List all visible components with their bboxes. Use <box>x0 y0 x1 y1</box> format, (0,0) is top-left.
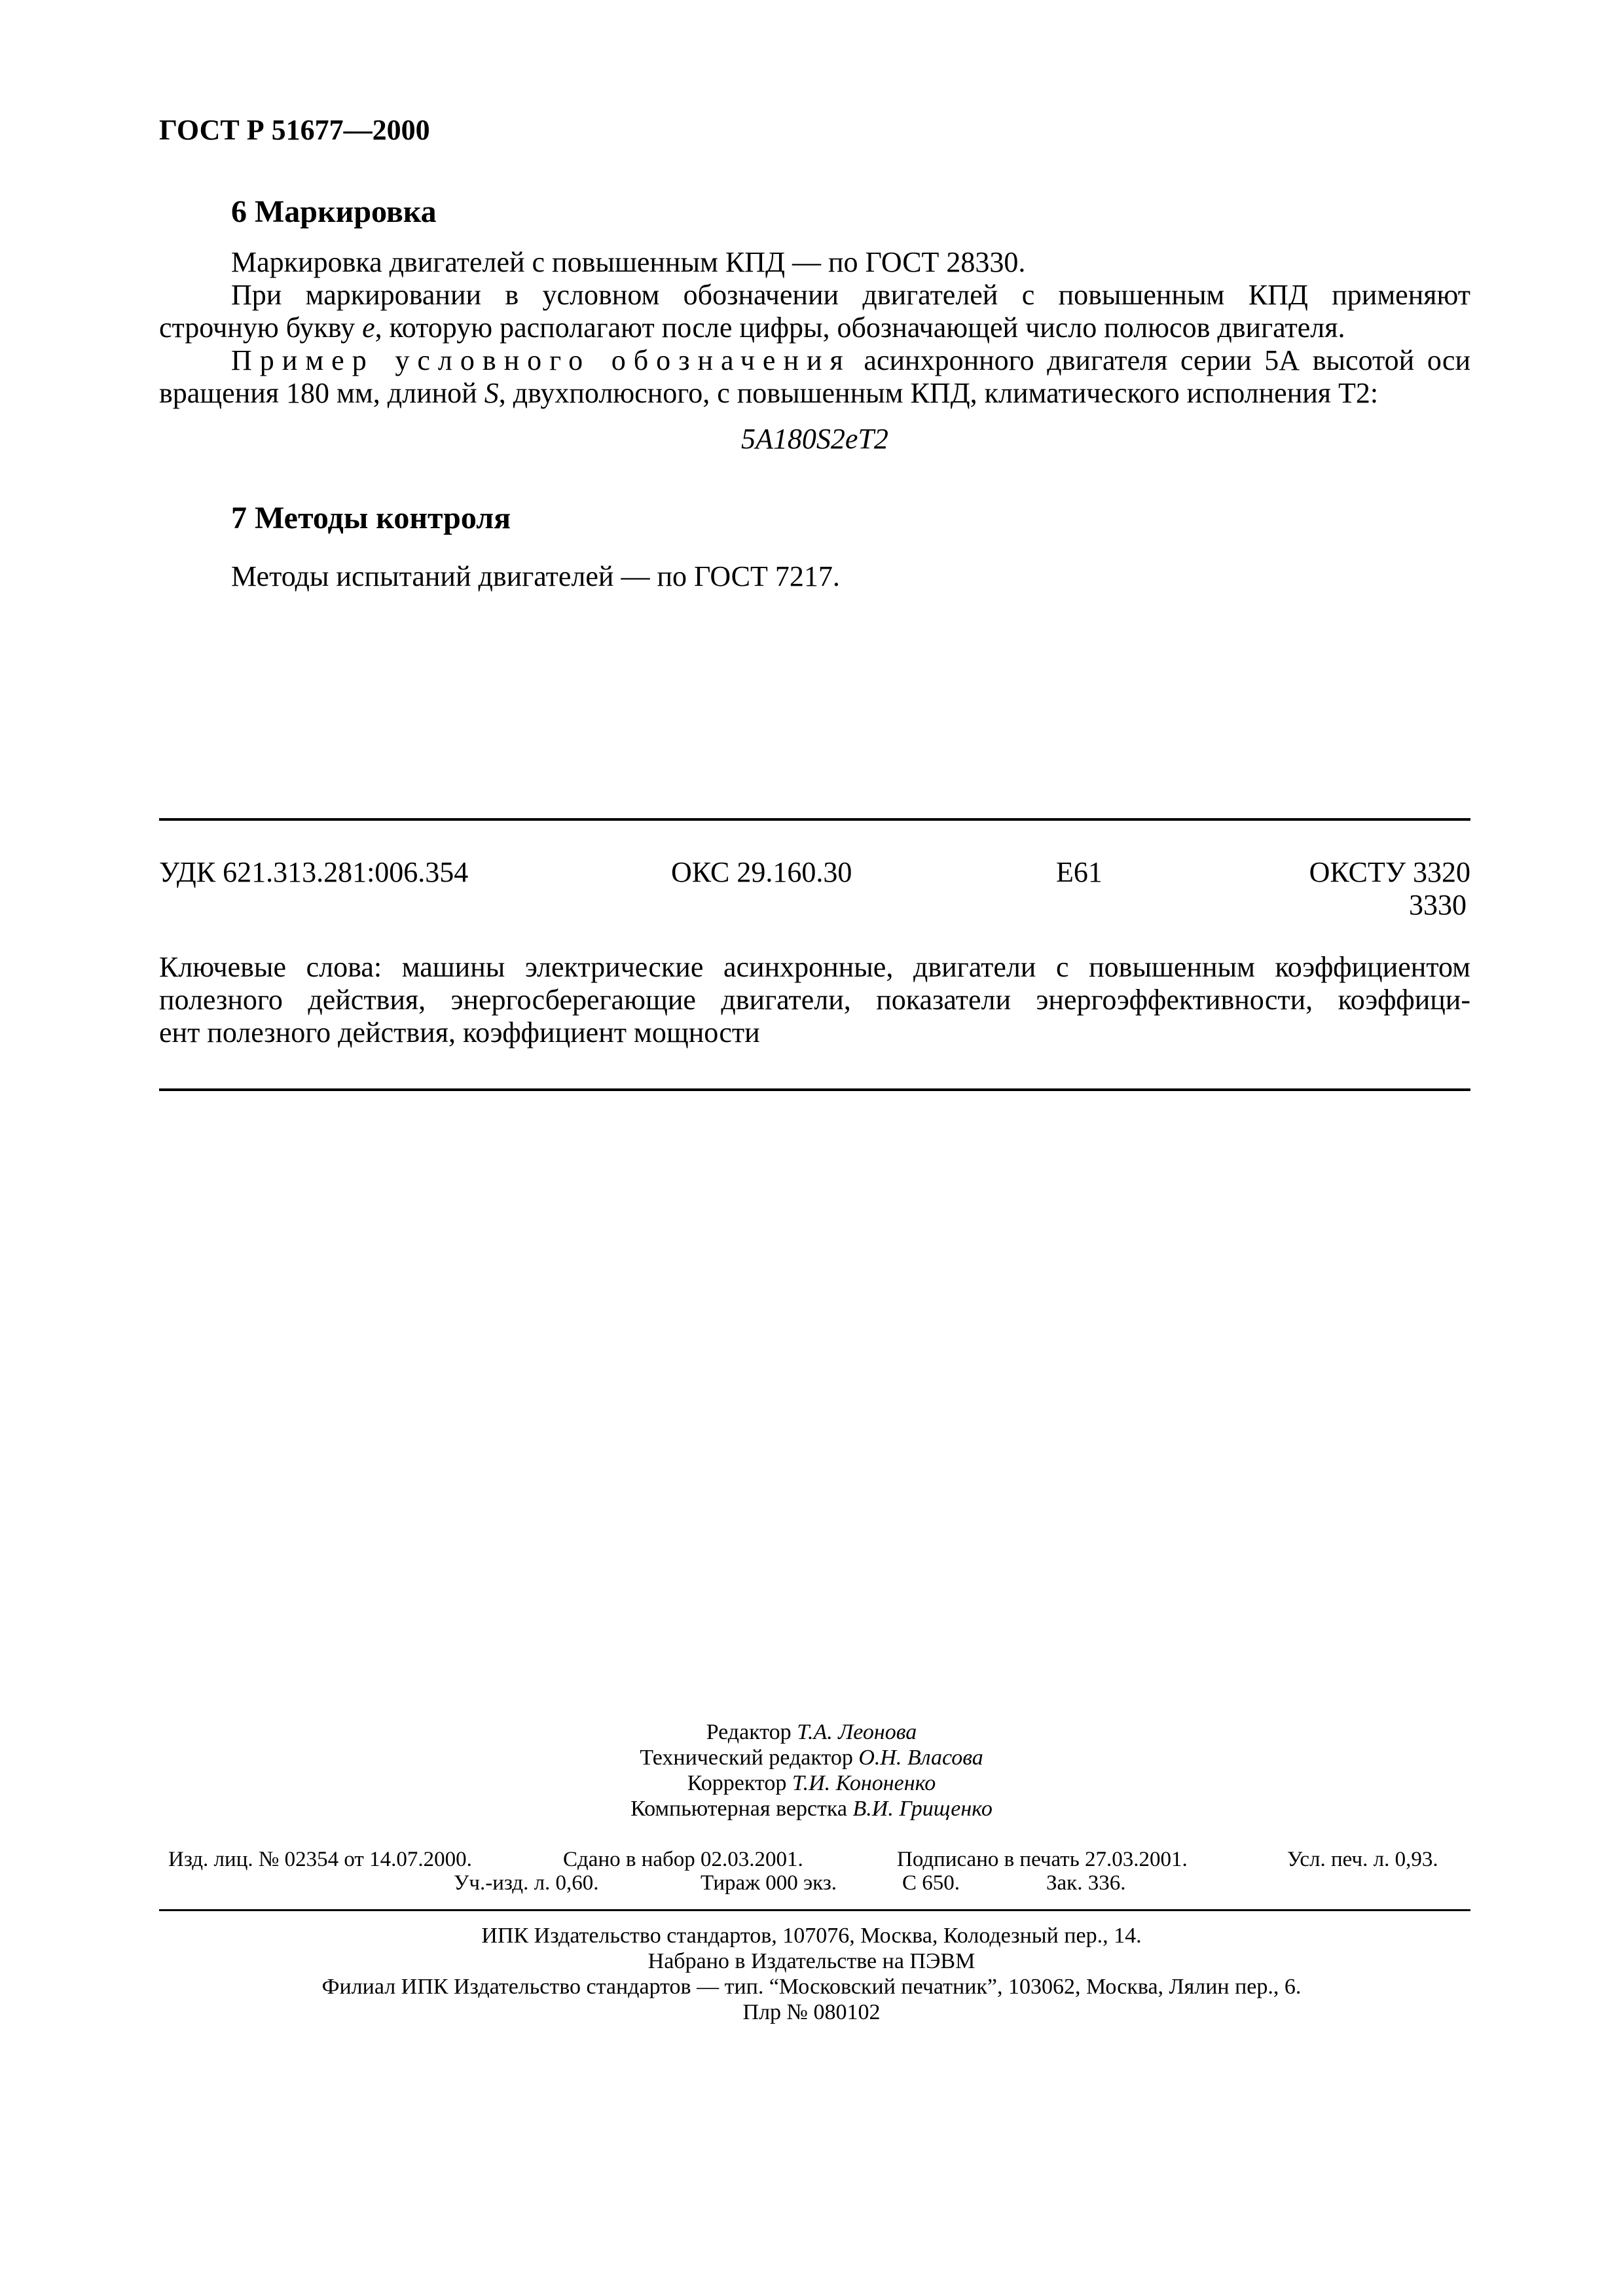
udk-code: УДК 621.313.281:006.354 <box>159 856 469 888</box>
example-label: Пример условного обозначения <box>231 344 851 376</box>
e-code: Е61 <box>1056 856 1103 888</box>
section-6-paragraph-2 <box>159 279 1470 344</box>
zak-number: Зак. 336. <box>1046 1871 1126 1895</box>
section-6-paragraph-1 <box>159 246 1470 279</box>
publisher-info <box>0 1923 1623 2025</box>
tech-editor-label: Технический редактор <box>640 1746 859 1770</box>
top-rule <box>159 818 1470 821</box>
corrector-line <box>0 1770 1623 1796</box>
designation-example: 5А180S2еТ2 <box>741 423 888 455</box>
publisher-line-3: Филиал ИПК Издательство стандартов — тип. “Московский печатник”, 103062, Москва, Лялин пер., 6. <box>321 1975 1302 1999</box>
license-info: Изд. лиц. № 02354 от 14.07.2000. <box>168 1848 472 1871</box>
letter-s: S <box>484 377 499 409</box>
corrector-name: Т.И. Кононенко <box>792 1771 936 1795</box>
tech-editor-name: О.Н. Власова <box>858 1746 983 1770</box>
document-code: ГОСТ Р 51677—2000 <box>159 114 430 146</box>
letter-e: е <box>362 312 375 344</box>
signed-date: Подписано в печать 27.03.2001. <box>897 1848 1188 1871</box>
editor-label: Редактор <box>706 1720 797 1744</box>
paragraph-3-text-a: вращения 180 мм, длиной <box>159 377 484 409</box>
corrector-label: Корректор <box>687 1771 792 1795</box>
okstu-code <box>1274 856 1470 922</box>
paragraph-2-text-b: , которую располагают после цифры, обозначающей число полюсов двигателя. <box>374 312 1345 344</box>
paragraph-2-line-2 <box>159 312 1470 344</box>
layout-line <box>0 1796 1623 1821</box>
credits <box>0 1719 1623 1821</box>
publisher-line-4: Плр № 080102 <box>742 2000 881 2024</box>
oks-code: ОКС 29.160.30 <box>671 856 852 888</box>
section-6-heading: 6 Маркировка <box>231 194 437 229</box>
keywords-line-3: ент полезного действия, коэффициент мощности <box>159 1016 760 1049</box>
section-7-text: Методы испытаний двигателей — по ГОСТ 7217. <box>231 560 840 592</box>
paragraph-2-line-1: При маркировании в условном обозначении двигателей с повышенным КПД применяют <box>231 279 1470 311</box>
bottom-rule <box>159 1088 1470 1091</box>
sent-date: Сдано в набор 02.03.2001. <box>563 1848 803 1871</box>
c-value: С 650. <box>902 1871 960 1895</box>
tirazh: Тираж 000 экз. <box>701 1871 837 1895</box>
keywords-line-2: полезного действия, энергосберегающие двигатели, показатели энергоэффективности, коэффици- <box>159 984 1470 1016</box>
editor-name: Т.А. Леонова <box>797 1720 917 1744</box>
publisher-line-2: Набрано в Издательстве на ПЭВМ <box>647 1949 976 1973</box>
marking-text: Маркировка двигателей с повышенным КПД — по ГОСТ 28330. <box>231 246 1026 278</box>
layout-label: Компьютерная верстка <box>630 1797 853 1821</box>
layout-name: В.И. Грищенко <box>852 1797 993 1821</box>
section-7-heading: 7 Методы контроля <box>231 501 511 535</box>
section-6-paragraph-3 <box>159 344 1470 410</box>
okstu-line-2: 3330 <box>1409 889 1467 921</box>
paragraph-3-text-rest: асинхронного двигателя серии 5А высотой оси <box>850 344 1470 376</box>
tech-editor-line <box>0 1745 1623 1770</box>
paragraph-2-text-a: строчную букву <box>159 312 363 344</box>
okstu-line-1: ОКСТУ 3320 <box>1309 856 1470 888</box>
keywords <box>159 951 1470 1049</box>
uch-izd: Уч.-изд. л. 0,60. <box>454 1871 599 1895</box>
publisher-line-1: ИПК Издательство стандартов, 107076, Москва, Колодезный пер., 14. <box>481 1924 1142 1948</box>
usl-pech: Усл. печ. л. 0,93. <box>1287 1848 1438 1871</box>
paragraph-3-line-2 <box>159 377 1470 410</box>
paragraph-3-line-1 <box>159 344 1470 377</box>
imprint-rule <box>159 1909 1470 1911</box>
paragraph-3-text-b: , двухполюсного, с повышенным КПД, климатического исполнения Т2: <box>498 377 1379 409</box>
editor-line <box>0 1719 1623 1745</box>
keywords-line-1: Ключевые слова: машины электрические асинхронные, двигатели с повышенным коэффициентом <box>159 951 1470 983</box>
